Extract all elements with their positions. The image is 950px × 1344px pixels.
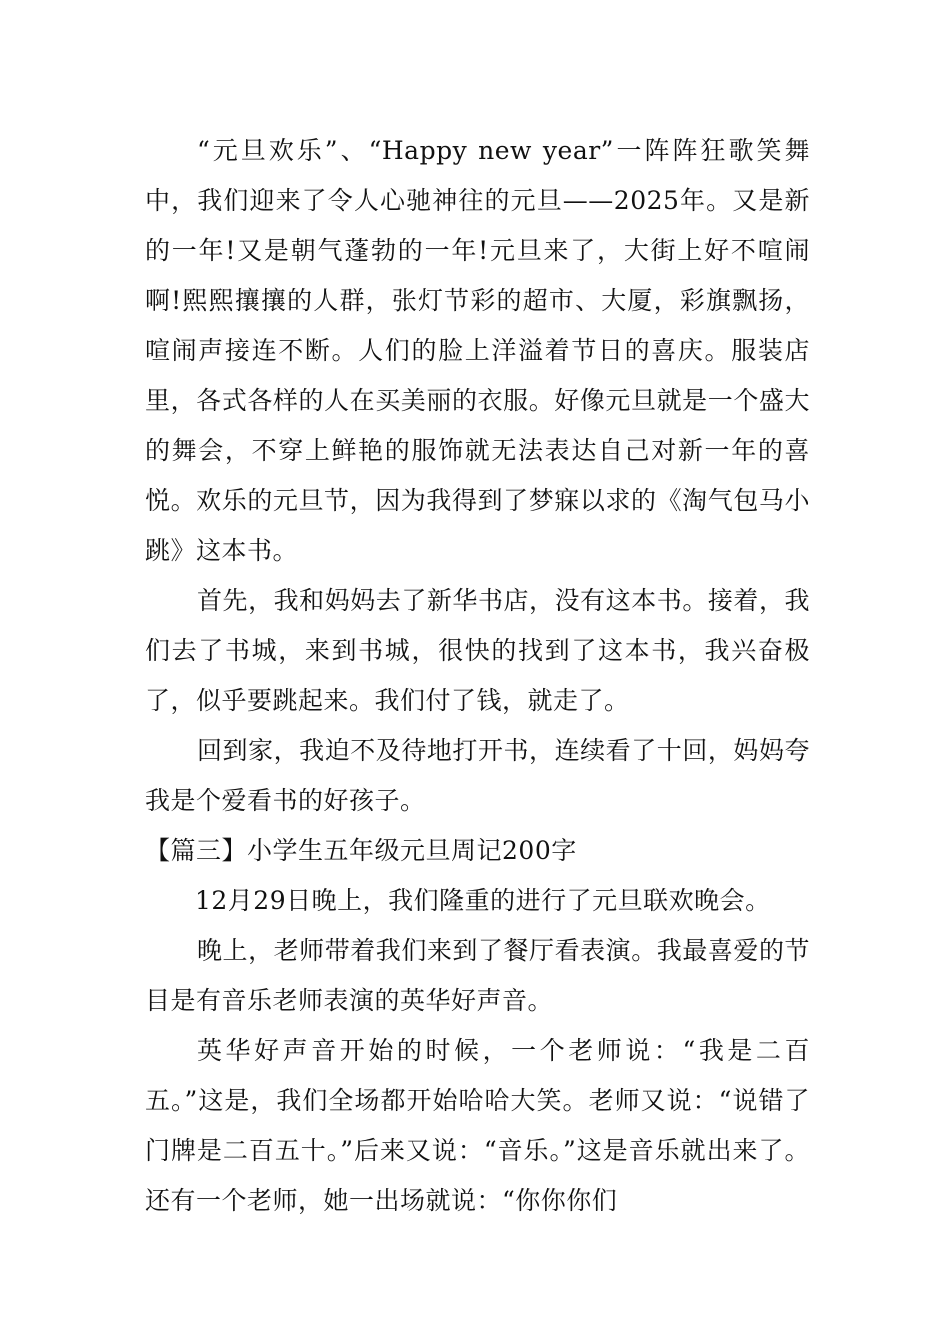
paragraph-voice-show: 英华好声音开始的时候，一个老师说：“我是二百五。”这是，我们全场都开始哈哈大笑。老师又说：“说错了门牌是二百五十。”后来又说：“音乐。”这是音乐就出来了。还有一个老师，她一出场就说：“你你你们 — [145, 1036, 810, 1215]
paragraph-home: 回到家，我迫不及待地打开书，连续看了十回，妈妈夸我是个爱看书的好孩子。 — [145, 736, 810, 815]
paragraph-party: 12月29日晚上，我们隆重的进行了元旦联欢晚会。 — [195, 886, 771, 915]
document-body — [145, 126, 810, 1226]
paragraph-bookstore: 首先，我和妈妈去了新华书店，没有这本书。接着，我们去了书城，来到书城，很快的找到了这本书，我兴奋极了，似乎要跳起来。我们付了钱，就走了。 — [145, 586, 810, 715]
paragraph-new-year: “元旦欢乐”、“Happy new year”一阵阵狂歌笑舞中，我们迎来了令人心驰神往的元旦——2025年。又是新的一年!又是朝气蓬勃的一年!元旦来了，大街上好不喧闹啊!熙熙攘攘的人群，张灯节彩的超市、大厦，彩旗飘扬，喧闹声接连不断。人们的脸上洋溢着节日的喜庆。服装店里，各式各样的人在买美丽的衣服。好像元旦就是一个盛大的舞会，不穿上鲜艳的服饰就无法表达自己对新一年的喜悦。欢乐的元旦节，因为我得到了梦寐以求的《淘气包马小跳》这本书。 — [145, 136, 810, 565]
section-heading: 【篇三】小学生五年级元旦周记200字 — [145, 836, 577, 865]
paragraph-evening: 晚上，老师带着我们来到了餐厅看表演。我最喜爱的节目是有音乐老师表演的英华好声音。 — [145, 936, 810, 1015]
